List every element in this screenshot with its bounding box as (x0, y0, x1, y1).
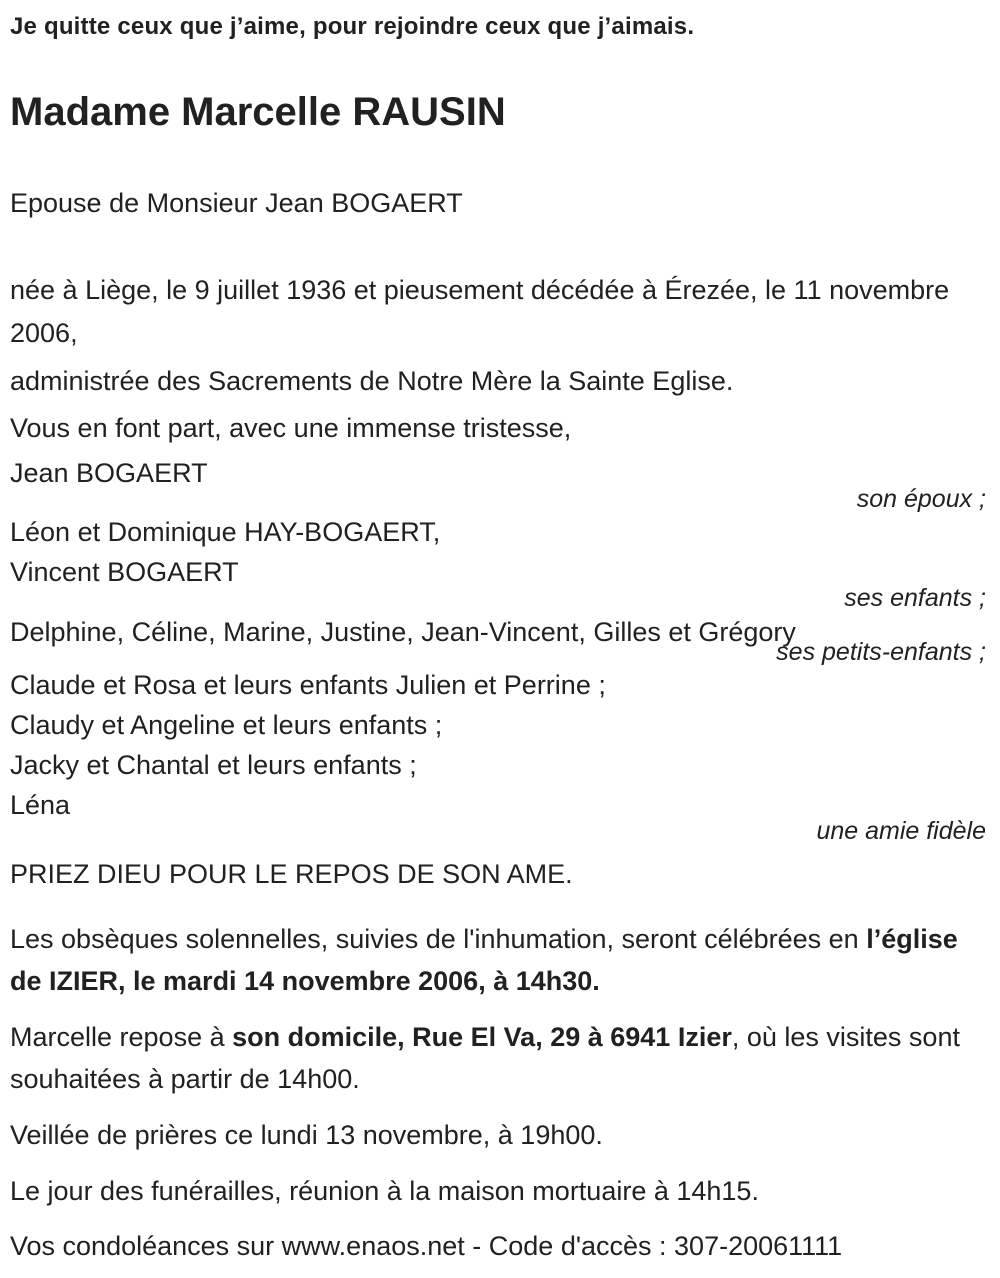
vigil-line: Veillée de prières ce lundi 13 novembre, à 19h00. (10, 1119, 603, 1150)
mourner-group-spouse (10, 454, 990, 513)
intro-line: Vous en font part, avec une immense tristesse, (10, 412, 572, 443)
mourner-group-children (10, 513, 990, 612)
mourners-list (10, 454, 990, 846)
prayer-line: PRIEZ DIEU POUR LE REPOS DE SON AME. (10, 858, 573, 889)
condolences-line: Vos condoléances sur www.enaos.net - Code d'accès : 307-20061111 (10, 1231, 843, 1262)
mourner-name: Vincent BOGAERT (10, 557, 239, 588)
mourner-name: Jean BOGAERT (10, 457, 208, 488)
epitaph-line: Je quitte ceux que j’aime, pour rejoindre ceux que j’aimais. (10, 13, 695, 40)
mourner-group-grandchildren (10, 613, 990, 666)
mourner-relation: une amie fidèle (816, 817, 986, 846)
repose-text-post: , où les visites sont souhaitées à partir de 14h00. (10, 1022, 960, 1094)
mourner-name: Léna (10, 790, 71, 821)
mourner-name: Léon et Dominique HAY-BOGAERT, (10, 517, 441, 548)
mourner-name: Jacky et Chantal et leurs enfants ; (10, 750, 417, 781)
mourner-relation: ses petits-enfants ; (776, 637, 986, 666)
spouse-line: Epouse de Monsieur Jean BOGAERT (10, 188, 463, 218)
birth-death-line: née à Liège, le 9 juillet 1936 et pieusement décédée à Érezée, le 11 novembre 2006, (10, 275, 950, 349)
repose-line (10, 1017, 990, 1101)
repose-text-bold: son domicile, Rue El Va, 29 à 6941 Izier (232, 1022, 732, 1053)
mourner-relation: ses enfants ; (844, 584, 986, 613)
funeral-notices (10, 919, 990, 1268)
mourner-relation: son époux ; (856, 484, 986, 513)
page-title: Madame Marcelle RAUSIN (10, 90, 506, 134)
funeral-text-normal: Les obsèques solennelles, suivies de l'inhumation, seront célébrées en (10, 924, 867, 955)
repose-text-pre: Marcelle repose à (10, 1022, 233, 1053)
mourner-name: Delphine, Céline, Marine, Justine, Jean-Vincent, Gilles et Grégory (10, 616, 796, 647)
funeral-line (10, 919, 990, 1003)
funeral-text-bold: l’église de IZIER, le mardi 14 novembre 2006, à 14h30. (10, 924, 958, 997)
funeral-day-line: Le jour des funérailles, réunion à la maison mortuaire à 14h15. (10, 1175, 759, 1206)
mourner-group-friends (10, 666, 990, 845)
sacraments-line: administrée des Sacrements de Notre Mère la Sainte Eglise. (10, 365, 734, 396)
mourner-name: Claudy et Angeline et leurs enfants ; (10, 710, 443, 741)
mourner-name: Claude et Rosa et leurs enfants Julien et Perrine ; (10, 670, 606, 701)
